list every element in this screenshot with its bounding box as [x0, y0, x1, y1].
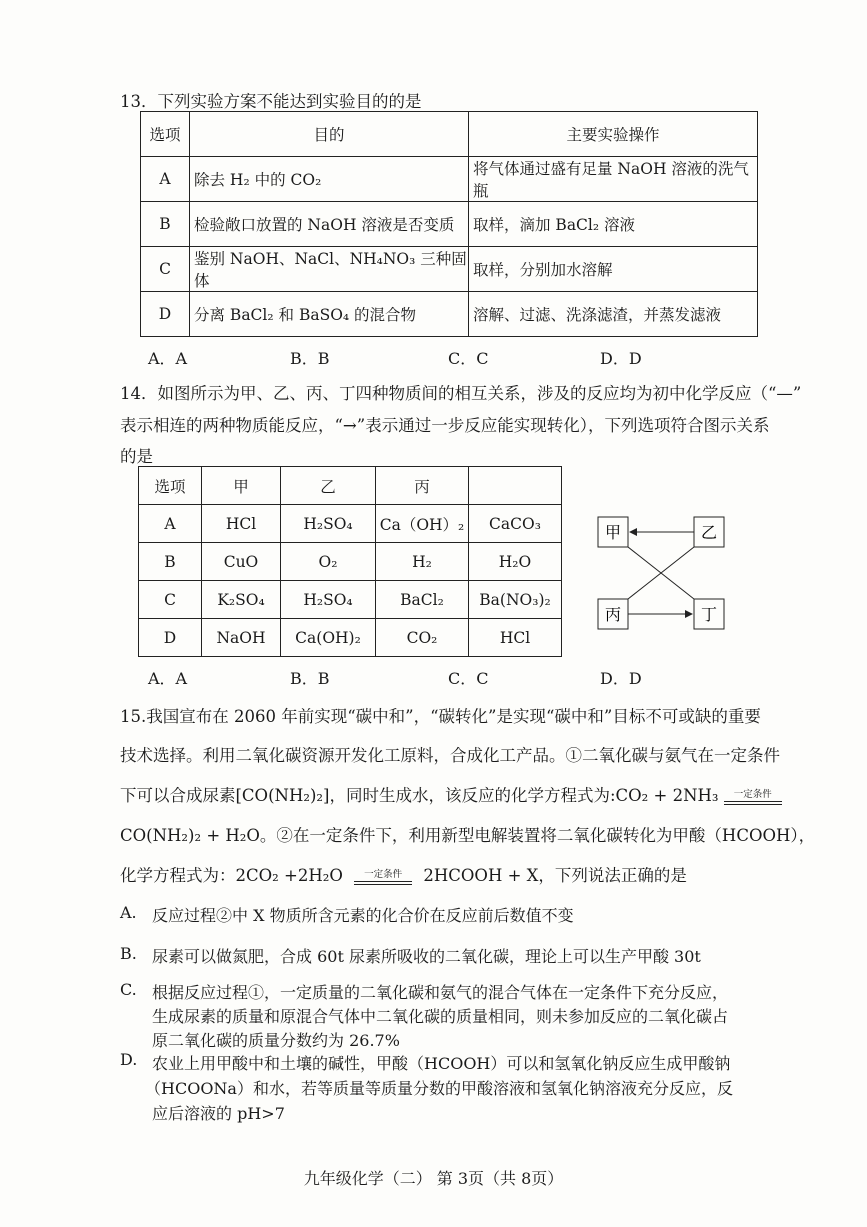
equation-condition-sign	[724, 790, 782, 805]
table-cell: H₂SO₄	[281, 505, 376, 543]
header-cell: 主要实验操作	[469, 112, 758, 157]
header-cell: 乙	[281, 467, 376, 505]
q15-stem-line1: 15.我国宣布在 2060 年前实现“碳中和”，“碳转化”是实现“碳中和”目标不可或缺的重要	[120, 707, 761, 726]
table-cell: Ca(OH)₂	[281, 619, 376, 657]
q15-option-c[interactable]	[120, 980, 137, 999]
q13-table	[140, 111, 758, 337]
option-label: C.	[120, 980, 137, 999]
table-row	[141, 157, 758, 202]
table-row	[139, 619, 562, 657]
option-b[interactable]: B．B	[290, 669, 330, 688]
q13-title: 13．下列实验方案不能达到实验目的的是	[120, 92, 422, 111]
table-cell: NaOH	[202, 619, 281, 657]
table-row	[141, 202, 758, 247]
label-jia: 甲	[604, 523, 622, 542]
table-cell: A	[141, 157, 190, 202]
option-text: 原二氧化碳的质量分数约为 26.7%	[152, 1031, 400, 1050]
option-text: 农业上用甲酸中和土壤的碱性，甲酸（HCOOH）可以和氢氧化钠反应生成甲酸钠	[152, 1054, 731, 1073]
page-footer: 九年级化学（二） 第 3页（共 8页）	[303, 1169, 564, 1188]
q15-option-a[interactable]	[120, 903, 137, 922]
table-header-row	[139, 467, 562, 505]
table-cell: B	[141, 202, 190, 247]
q15-text: 2HCOOH + X，下列说法正确的是	[423, 866, 687, 885]
table-cell: H₂	[376, 543, 469, 581]
option-text: 根据反应过程①，一定质量的二氧化碳和氨气的混合气体在一定条件下充分反应，	[152, 983, 729, 1002]
option-d[interactable]: D．D	[600, 349, 642, 368]
table-cell: 除去 H₂ 中的 CO₂	[190, 157, 469, 202]
q15-option-b[interactable]	[120, 944, 137, 963]
label-yi: 乙	[700, 523, 718, 542]
double-line	[724, 801, 782, 805]
table-cell: HCl	[202, 505, 281, 543]
table-cell: Ca（OH）₂	[376, 505, 469, 543]
header-cell: 选项	[139, 467, 202, 505]
header-cell: 选项	[141, 112, 190, 157]
table-cell: 取样，滴加 BaCl₂ 溶液	[469, 202, 758, 247]
header-cell: 甲	[202, 467, 281, 505]
q15-stem-line5	[120, 862, 687, 886]
option-a[interactable]: A．A	[148, 349, 188, 368]
table-cell: D	[141, 292, 190, 337]
table-cell: HCl	[469, 619, 562, 657]
option-a[interactable]: A．A	[148, 669, 188, 688]
q14-stem-line1: 14．如图所示为甲、乙、丙、丁四种物质间的相互关系，涉及的反应均为初中化学反应（“—”	[120, 384, 802, 403]
q15-stem-line3	[120, 782, 782, 806]
table-cell: 鉴别 NaOH、NaCl、NH₄NO₃ 三种固体	[190, 247, 469, 292]
q14-stem-line3: 的是	[120, 447, 153, 466]
header-cell	[469, 467, 562, 505]
option-label: D.	[120, 1050, 138, 1069]
option-label: B.	[120, 944, 137, 963]
option-text: 生成尿素的质量和原混合气体中二氧化碳的质量相同，则未参加反应的二氧化碳占	[152, 1007, 729, 1026]
table-cell: 溶解、过滤、洗涤滤渣，并蒸发滤液	[469, 292, 758, 337]
option-c[interactable]: C．C	[448, 669, 489, 688]
label-bing: 丙	[604, 605, 622, 624]
table-cell: CO₂	[376, 619, 469, 657]
table-cell: C	[139, 581, 202, 619]
q14-relation-diagram	[588, 505, 728, 635]
equation-condition-sign	[354, 870, 412, 885]
option-text: 应后溶液的 pH>7	[152, 1104, 285, 1123]
table-cell: 检验敞口放置的 NaOH 溶液是否变质	[190, 202, 469, 247]
condition-label: 一定条件	[364, 869, 403, 880]
option-d[interactable]: D．D	[600, 669, 642, 688]
table-cell: 分离 BaCl₂ 和 BaSO₄ 的混合物	[190, 292, 469, 337]
table-row	[139, 543, 562, 581]
condition-label: 一定条件	[733, 789, 772, 800]
table-cell: H₂O	[469, 543, 562, 581]
table-cell: K₂SO₄	[202, 581, 281, 619]
table-cell: CuO	[202, 543, 281, 581]
table-cell: O₂	[281, 543, 376, 581]
double-line	[354, 881, 412, 885]
option-b[interactable]: B．B	[290, 349, 330, 368]
q15-stem-line4: CO(NH₂)₂ + H₂O。②在一定条件下，利用新型电解装置将二氧化碳转化为甲酸（HCOOH），	[120, 826, 816, 845]
option-label: A.	[120, 903, 137, 922]
label-ding: 丁	[700, 605, 718, 624]
table-row	[141, 292, 758, 337]
option-c[interactable]: C．C	[448, 349, 489, 368]
table-row	[139, 581, 562, 619]
q15-stem-line2: 技术选择。利用二氧化碳资源开发化工原料，合成化工产品。①二氧化碳与氨气在一定条件	[120, 746, 780, 765]
header-cell: 目的	[190, 112, 469, 157]
table-cell: C	[141, 247, 190, 292]
table-cell: Ba(NO₃)₂	[469, 581, 562, 619]
q15-option-d[interactable]	[120, 1050, 137, 1069]
table-cell: CaCO₃	[469, 505, 562, 543]
table-cell: B	[139, 543, 202, 581]
table-row	[141, 247, 758, 292]
table-row	[139, 505, 562, 543]
q15-text: 下可以合成尿素[CO(NH₂)₂]，同时生成水，该反应的化学方程式为:CO₂ + 2NH₃	[120, 786, 719, 805]
q15-text: 化学方程式为：2CO₂ +2H₂O	[120, 866, 343, 885]
table-cell: 取样，分别加水溶解	[469, 247, 758, 292]
table-cell: D	[139, 619, 202, 657]
option-text: 反应过程②中 X 物质所含元素的化合价在反应前后数值不变	[152, 906, 574, 925]
q14-stem-line2: 表示相连的两种物质能反应，“→”表示通过一步反应能实现转化），下列选项符合图示关系	[120, 416, 770, 435]
table-header-row	[141, 112, 758, 157]
table-cell: A	[139, 505, 202, 543]
table-cell: H₂SO₄	[281, 581, 376, 619]
option-text: 尿素可以做氮肥，合成 60t 尿素所吸收的二氧化碳，理论上可以生产甲酸 30t	[152, 947, 701, 966]
q14-table	[138, 466, 562, 657]
header-cell: 丙	[376, 467, 469, 505]
option-text: （HCOONa）和水，若等质量等质量分数的甲酸溶液和氢氧化钠溶液充分反应，反	[145, 1079, 733, 1098]
table-cell: 将气体通过盛有足量 NaOH 溶液的洗气瓶	[469, 157, 758, 202]
table-cell: BaCl₂	[376, 581, 469, 619]
